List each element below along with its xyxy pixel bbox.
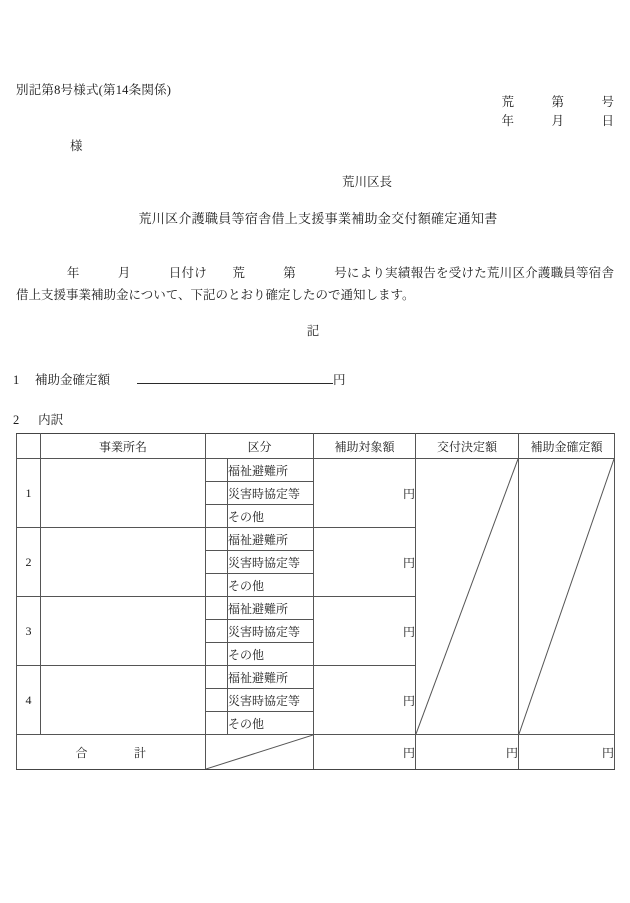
header-office-name: 事業所名 bbox=[41, 434, 206, 459]
confirmed-amount-input[interactable] bbox=[137, 370, 333, 384]
row-number: 1 bbox=[17, 459, 41, 528]
section-2-number: 2 bbox=[13, 413, 20, 427]
kubun-option-label: 災害時協定等 bbox=[228, 689, 314, 712]
document-title-text: 荒川区介護職員等宿舎借上支援事業補助金交付額確定通知書 bbox=[138, 211, 498, 226]
kubun-option-label: 福祉避難所 bbox=[228, 459, 314, 482]
diagonal-line-icon bbox=[519, 459, 614, 734]
header-kubun: 区分 bbox=[206, 434, 314, 459]
total-grant-decision-cell[interactable]: 円 bbox=[416, 735, 519, 770]
kubun-option-label: 災害時協定等 bbox=[228, 551, 314, 574]
section-breakdown bbox=[13, 410, 63, 428]
table-row bbox=[17, 459, 615, 482]
total-label bbox=[17, 735, 206, 770]
section-confirmed-amount bbox=[13, 370, 346, 388]
kubun-option-label: その他 bbox=[228, 712, 314, 735]
header-target-amount: 補助対象額 bbox=[314, 434, 416, 459]
table-header-row bbox=[17, 434, 615, 459]
target-amount-cell[interactable]: 円 bbox=[314, 459, 416, 528]
kubun-checkbox[interactable] bbox=[206, 482, 228, 505]
section-2-label: 内訳 bbox=[38, 413, 64, 427]
office-name-input[interactable] bbox=[41, 597, 206, 666]
office-name-input[interactable] bbox=[41, 459, 206, 528]
document-date-line: 年 月 日 bbox=[501, 114, 614, 128]
kubun-checkbox[interactable] bbox=[206, 666, 228, 689]
kubun-option-label: その他 bbox=[228, 574, 314, 597]
confirmed-amount-unit: 円 bbox=[333, 373, 346, 387]
issuer-line bbox=[0, 172, 630, 190]
kubun-option-label: その他 bbox=[228, 643, 314, 666]
total-label-first: 合 bbox=[75, 745, 88, 760]
header-grant-decision-amount: 交付決定額 bbox=[416, 434, 519, 459]
office-name-input[interactable] bbox=[41, 666, 206, 735]
kubun-checkbox[interactable] bbox=[206, 574, 228, 597]
form-number: 別記第8号様式(第14条関係) bbox=[16, 83, 172, 97]
row-number: 4 bbox=[17, 666, 41, 735]
body-paragraph: 年 月 日付け 荒 第 号により実績報告を受けた荒川区介護職員等宿舎借上支援事業補助金について、下記のとおり確定したので通知します。 bbox=[16, 266, 614, 302]
issuer-name: 荒川区長 bbox=[341, 175, 392, 189]
total-target-amount-cell[interactable]: 円 bbox=[314, 735, 416, 770]
kubun-checkbox[interactable] bbox=[206, 643, 228, 666]
kubun-option-label: 福祉避難所 bbox=[228, 528, 314, 551]
kubun-option-label: 災害時協定等 bbox=[228, 620, 314, 643]
addressee-honorific: 様 bbox=[70, 139, 83, 153]
kubun-checkbox[interactable] bbox=[206, 597, 228, 620]
total-kubun-cell bbox=[206, 735, 314, 770]
confirmed-amount-cell bbox=[519, 459, 615, 735]
target-amount-cell[interactable]: 円 bbox=[314, 666, 416, 735]
total-label-second: 計 bbox=[134, 745, 147, 760]
kubun-checkbox[interactable] bbox=[206, 620, 228, 643]
row-number: 3 bbox=[17, 597, 41, 666]
document-number-line: 荒 第 号 bbox=[501, 95, 614, 109]
kubun-option-label: 福祉避難所 bbox=[228, 666, 314, 689]
header-no bbox=[17, 434, 41, 459]
kubun-checkbox[interactable] bbox=[206, 505, 228, 528]
breakdown-table bbox=[16, 433, 615, 770]
section-1-label: 補助金確定額 bbox=[35, 373, 111, 387]
kubun-option-label: その他 bbox=[228, 505, 314, 528]
total-row bbox=[17, 735, 615, 770]
kubun-checkbox[interactable] bbox=[206, 551, 228, 574]
kubun-checkbox[interactable] bbox=[206, 459, 228, 482]
row-number: 2 bbox=[17, 528, 41, 597]
section-1-number: 1 bbox=[13, 373, 20, 387]
document-number-block bbox=[501, 93, 614, 131]
diagonal-line-icon bbox=[416, 459, 518, 734]
kubun-option-label: 福祉避難所 bbox=[228, 597, 314, 620]
header-confirmed-amount: 補助金確定額 bbox=[519, 434, 615, 459]
ki-marker-text: 記 bbox=[306, 324, 320, 338]
kubun-checkbox[interactable] bbox=[206, 689, 228, 712]
target-amount-cell[interactable]: 円 bbox=[314, 528, 416, 597]
ki-marker bbox=[0, 321, 630, 339]
total-confirmed-amount-cell[interactable]: 円 bbox=[519, 735, 615, 770]
kubun-checkbox[interactable] bbox=[206, 712, 228, 735]
document-title bbox=[0, 208, 630, 227]
diagonal-line-icon bbox=[206, 735, 313, 769]
target-amount-cell[interactable]: 円 bbox=[314, 597, 416, 666]
grant-decision-amount-cell bbox=[416, 459, 519, 735]
office-name-input[interactable] bbox=[41, 528, 206, 597]
kubun-checkbox[interactable] bbox=[206, 528, 228, 551]
kubun-option-label: 災害時協定等 bbox=[228, 482, 314, 505]
